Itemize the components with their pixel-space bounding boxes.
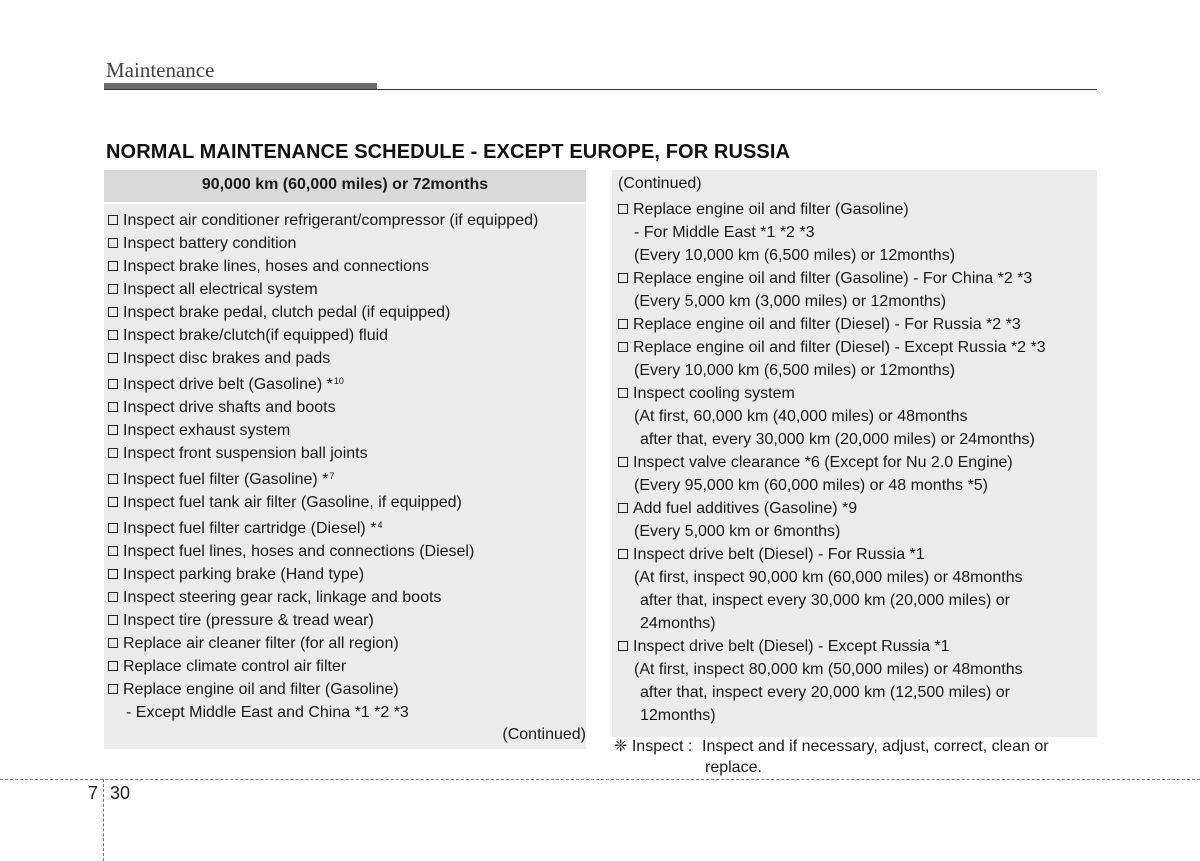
checkbox-icon	[108, 353, 118, 363]
left-checklist	[104, 204, 586, 724]
checklist-item: Inspect fuel lines, hoses and connections (Diesel)	[104, 540, 586, 563]
checklist-item: Replace engine oil and filter (Gasoline) - For China *2 *3	[612, 267, 1097, 290]
checklist-subline: after that, every 30,000 km (20,000 miles) or 24months)	[640, 431, 1035, 448]
checklist-subline: 12months)	[640, 707, 716, 724]
checkbox-icon	[618, 503, 628, 513]
checklist-subline: (At first, inspect 90,000 km (60,000 miles) or 48months	[634, 569, 1023, 586]
note-label: ❈ Inspect :	[614, 738, 693, 755]
checklist-item: Inspect drive belt (Diesel) - Except Russia *1	[612, 635, 1097, 658]
checklist-item: Inspect brake/clutch(if equipped) fluid	[104, 324, 586, 347]
footnote-ref: 7	[329, 471, 335, 481]
checklist-item: Add fuel additives (Gasoline) *9	[612, 497, 1097, 520]
checkbox-icon	[108, 546, 118, 556]
continued-label: (Continued)	[618, 175, 702, 192]
checklist-item: Replace engine oil and filter (Gasoline)	[104, 678, 586, 701]
checklist-subline: (Every 5,000 km or 6months)	[634, 523, 841, 540]
checklist-item: Replace engine oil and filter (Diesel) - For Russia *2 *3	[612, 313, 1097, 336]
checkbox-icon	[108, 474, 118, 484]
checklist-item: Replace engine oil and filter (Diesel) - Except Russia *2 *3	[612, 336, 1097, 359]
checkbox-icon	[108, 684, 118, 694]
checkbox-icon	[618, 549, 628, 559]
right-column	[612, 170, 1097, 737]
checkbox-icon	[108, 379, 118, 389]
checkbox-icon	[108, 661, 118, 671]
checklist-item: Inspect exhaust system	[104, 419, 586, 442]
page-title: NORMAL MAINTENANCE SCHEDULE - EXCEPT EUROPE, FOR RUSSIA	[106, 141, 791, 163]
footer-divider	[0, 779, 1200, 780]
note-text-cont: replace.	[705, 759, 762, 776]
checkbox-icon	[618, 388, 628, 398]
right-checklist	[612, 198, 1097, 727]
checklist-subline: (Every 10,000 km (6,500 miles) or 12months)	[634, 247, 956, 264]
checklist-item: Inspect front suspension ball joints	[104, 442, 586, 465]
checklist-subline: (Every 10,000 km (6,500 miles) or 12months)	[634, 362, 956, 379]
checklist-item: Inspect battery condition	[104, 232, 586, 255]
inspect-note	[614, 736, 1095, 778]
checkbox-icon	[108, 592, 118, 602]
checklist-subline: (At first, 60,000 km (40,000 miles) or 48months	[634, 408, 968, 425]
checkbox-icon	[108, 523, 118, 533]
checklist-subline: after that, inspect every 30,000 km (20,000 miles) or	[640, 592, 1010, 609]
checklist-item: Replace air cleaner filter (for all region)	[104, 632, 586, 655]
checkbox-icon	[108, 569, 118, 579]
checkbox-icon	[108, 448, 118, 458]
checklist-item: Inspect cooling system	[612, 382, 1097, 405]
checkbox-icon	[108, 261, 118, 271]
page-number: 30	[110, 783, 131, 803]
section-header: Maintenance	[106, 58, 215, 82]
checklist-item: Inspect drive belt (Gasoline) *$^{10}$	[104, 370, 586, 396]
checkbox-icon	[108, 307, 118, 317]
checklist-item: Inspect fuel filter (Gasoline) *$^7$	[104, 465, 586, 491]
checklist-item: Inspect drive shafts and boots	[104, 396, 586, 419]
checklist-item: Inspect brake lines, hoses and connections	[104, 255, 586, 278]
checklist-item: Inspect fuel tank air filter (Gasoline, if equipped)	[104, 491, 586, 514]
checklist-item: Inspect tire (pressure & tread wear)	[104, 609, 586, 632]
interval-header: 90,000 km (60,000 miles) or 72months	[104, 170, 586, 204]
checklist-item: Inspect steering gear rack, linkage and boots	[104, 586, 586, 609]
checklist-item: Inspect air conditioner refrigerant/compressor (if equipped)	[104, 209, 586, 232]
left-column	[104, 170, 586, 749]
checklist-subline: (Every 5,000 km (3,000 miles) or 12months)	[634, 293, 947, 310]
header-rule-thin	[104, 89, 1097, 90]
checkbox-icon	[618, 273, 628, 283]
checkbox-icon	[108, 284, 118, 294]
footer-margin-line	[103, 779, 104, 861]
checklist-item: Inspect brake pedal, clutch pedal (if equipped)	[104, 301, 586, 324]
checkbox-icon	[108, 330, 118, 340]
checklist-item: Inspect fuel filter cartridge (Diesel) *$^4$	[104, 514, 586, 540]
checkbox-icon	[108, 402, 118, 412]
checkbox-icon	[618, 457, 628, 467]
checklist-item: Inspect valve clearance *6 (Except for Nu 2.0 Engine)	[612, 451, 1097, 474]
checkbox-icon	[108, 615, 118, 625]
checkbox-icon	[618, 319, 628, 329]
note-text: Inspect and if necessary, adjust, correct, clean or	[702, 738, 1049, 755]
checkbox-icon	[108, 425, 118, 435]
footnote-ref: 4	[377, 520, 383, 530]
checklist-item: Replace climate control air filter	[104, 655, 586, 678]
checkbox-icon	[108, 215, 118, 225]
checklist-subline: (At first, inspect 80,000 km (50,000 miles) or 48months	[634, 661, 1023, 678]
checklist-item: Inspect disc brakes and pads	[104, 347, 586, 370]
checkbox-icon	[108, 638, 118, 648]
checkbox-icon	[618, 342, 628, 352]
checklist-subline: - For Middle East *1 *2 *3	[634, 224, 815, 241]
checkbox-icon	[108, 238, 118, 248]
checklist-subline: - Except Middle East and China *1 *2 *3	[126, 704, 409, 721]
checklist-item: Replace engine oil and filter (Gasoline)	[612, 198, 1097, 221]
chapter-number: 7	[88, 783, 99, 803]
checkbox-icon	[108, 497, 118, 507]
checklist-subline: after that, inspect every 20,000 km (12,500 miles) or	[640, 684, 1010, 701]
continued-label: (Continued)	[502, 726, 586, 743]
checklist-item: Inspect drive belt (Diesel) - For Russia *1	[612, 543, 1097, 566]
footnote-ref: 10	[333, 376, 344, 386]
checklist-subline: 24months)	[640, 615, 716, 632]
checklist-subline: (Every 95,000 km (60,000 miles) or 48 months *5)	[634, 477, 988, 494]
checkbox-icon	[618, 641, 628, 651]
checklist-item: Inspect all electrical system	[104, 278, 586, 301]
checklist-item: Inspect parking brake (Hand type)	[104, 563, 586, 586]
checkbox-icon	[618, 204, 628, 214]
